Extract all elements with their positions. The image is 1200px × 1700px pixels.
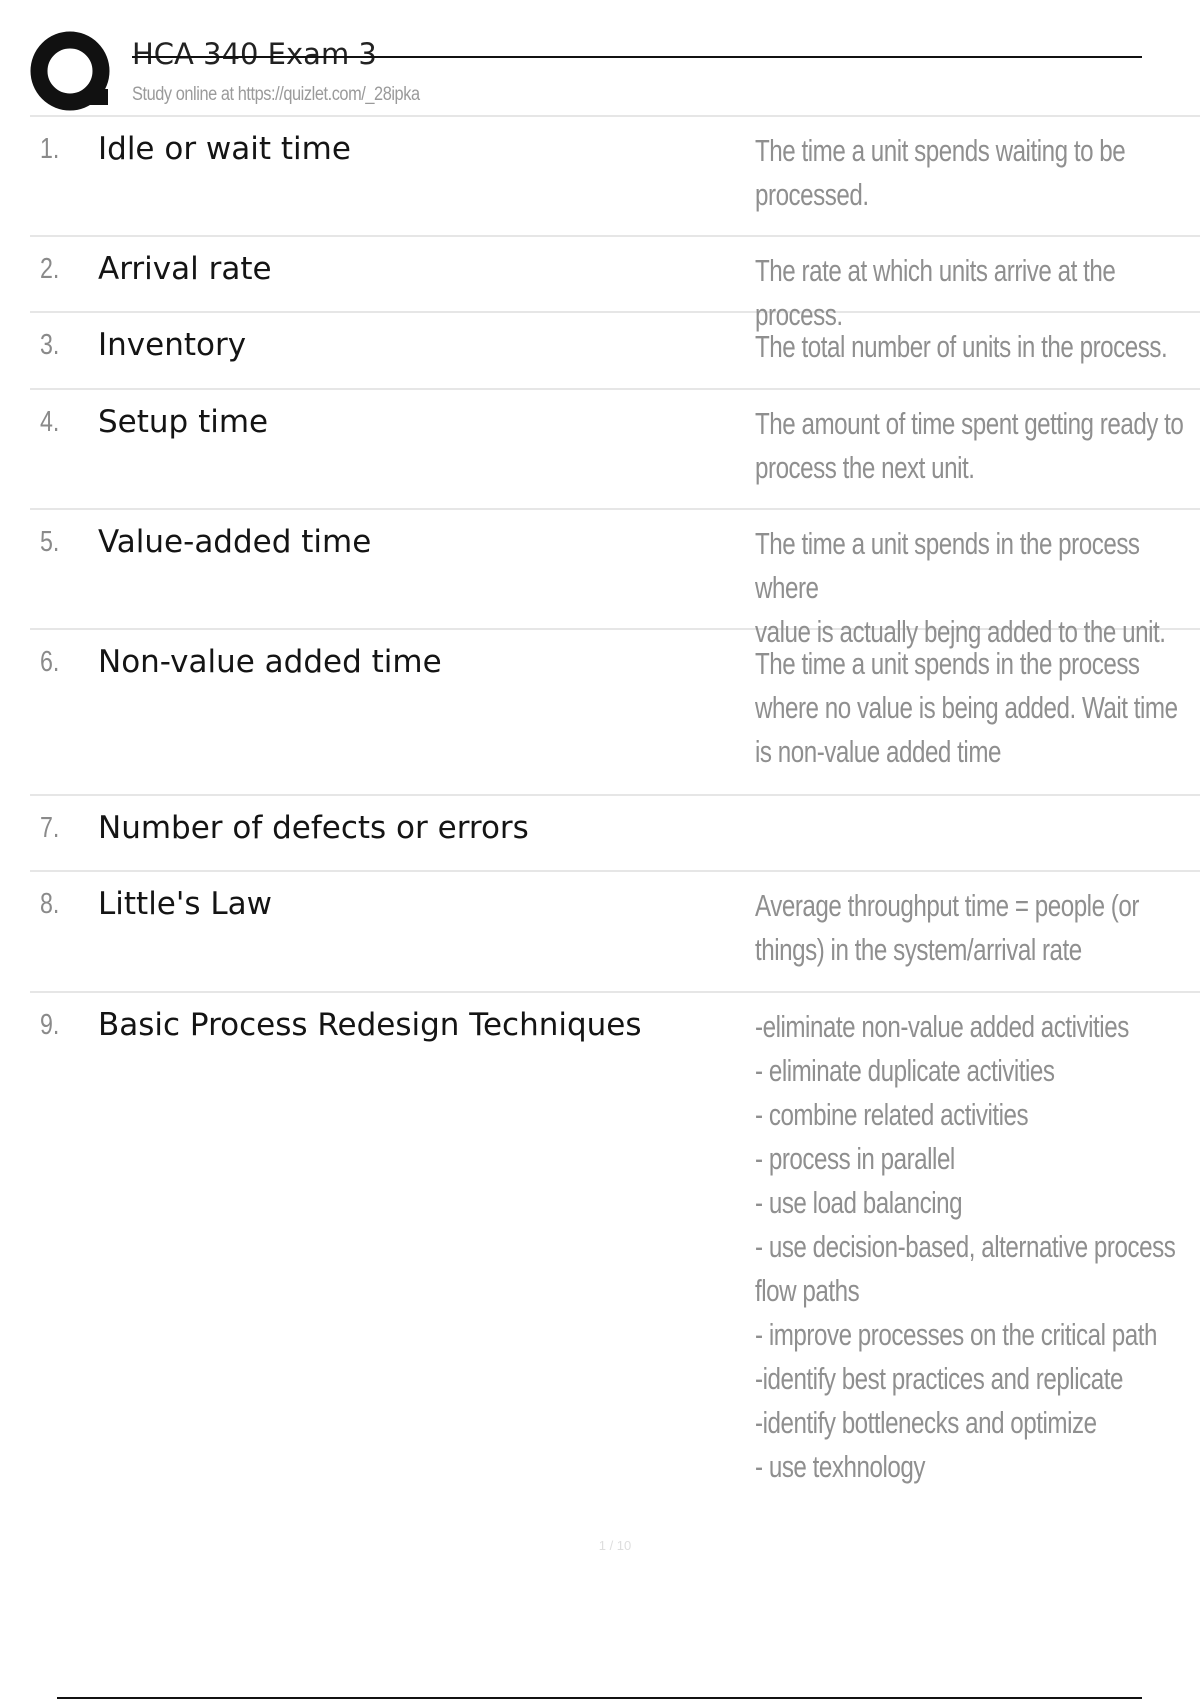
- document-header: [0, 0, 1200, 116]
- card-definition: -eliminate non-value added activities - eliminate duplicate activities - combine related activities - process in parallel - use load balancing - use decision-based, alternative process flow paths - improve processes on the critical path -identify best practices and replicate -identify bottlenecks and optimize - use texhnology: [755, 1009, 1176, 1484]
- flashcard-row: [30, 117, 1200, 237]
- flashcard-row: [30, 993, 1200, 1513]
- card-definition: The time a unit spends in the process where value is actually bejng added to the unit.: [755, 526, 1166, 649]
- card-number: 3.: [40, 329, 60, 361]
- flashcard-row: [30, 390, 1200, 510]
- card-number: 4.: [40, 406, 60, 438]
- flashcard-row: [30, 872, 1200, 993]
- document-title: HCA 340 Exam 3: [132, 37, 377, 71]
- study-online-link[interactable]: Study online at https://quizlet.com/_28ipka: [132, 84, 420, 105]
- title-rule: [132, 56, 1142, 58]
- card-term: Setup time: [98, 404, 269, 440]
- card-definition: The time a unit spends waiting to be processed.: [755, 133, 1126, 212]
- card-definition: The total number of units in the process.: [755, 329, 1168, 364]
- card-term: Arrival rate: [98, 251, 272, 287]
- flashcard-row: [30, 630, 1200, 796]
- card-number: 6.: [40, 646, 60, 678]
- card-term: Idle or wait time: [98, 131, 351, 167]
- card-definition: The rate at which units arrive at the process.: [755, 253, 1116, 332]
- card-number: 9.: [40, 1009, 60, 1041]
- quizlet-logo-icon: [30, 31, 114, 115]
- card-term: Non-value added time: [98, 644, 442, 680]
- card-definition: The amount of time spent getting ready to process the next unit.: [755, 406, 1184, 485]
- footer-rule: [57, 1697, 1142, 1699]
- flashcard-list: [30, 117, 1200, 1513]
- card-term: Number of defects or errors: [98, 810, 529, 846]
- card-definition: Average throughput time = people (or things) in the system/arrival rate: [755, 888, 1139, 967]
- card-number: 2.: [40, 253, 60, 285]
- card-definition: The time a unit spends in the process where no value is being added. Wait time is non-value added time: [755, 646, 1178, 769]
- card-number: 5.: [40, 526, 60, 558]
- card-number: 1.: [40, 133, 60, 165]
- card-number: 7.: [40, 812, 60, 844]
- card-term: Inventory: [98, 327, 247, 363]
- card-term: Little's Law: [98, 886, 273, 922]
- flashcard-row: [30, 237, 1200, 332]
- page-indicator: 1 / 10: [598, 1538, 632, 1553]
- flashcard-row: [30, 510, 1200, 649]
- flashcard-row: [30, 796, 1200, 872]
- card-number: 8.: [40, 888, 60, 920]
- flashcard-row: [30, 313, 1200, 390]
- card-term: Value-added time: [98, 524, 372, 560]
- card-term: Basic Process Redesign Techniques: [98, 1007, 642, 1043]
